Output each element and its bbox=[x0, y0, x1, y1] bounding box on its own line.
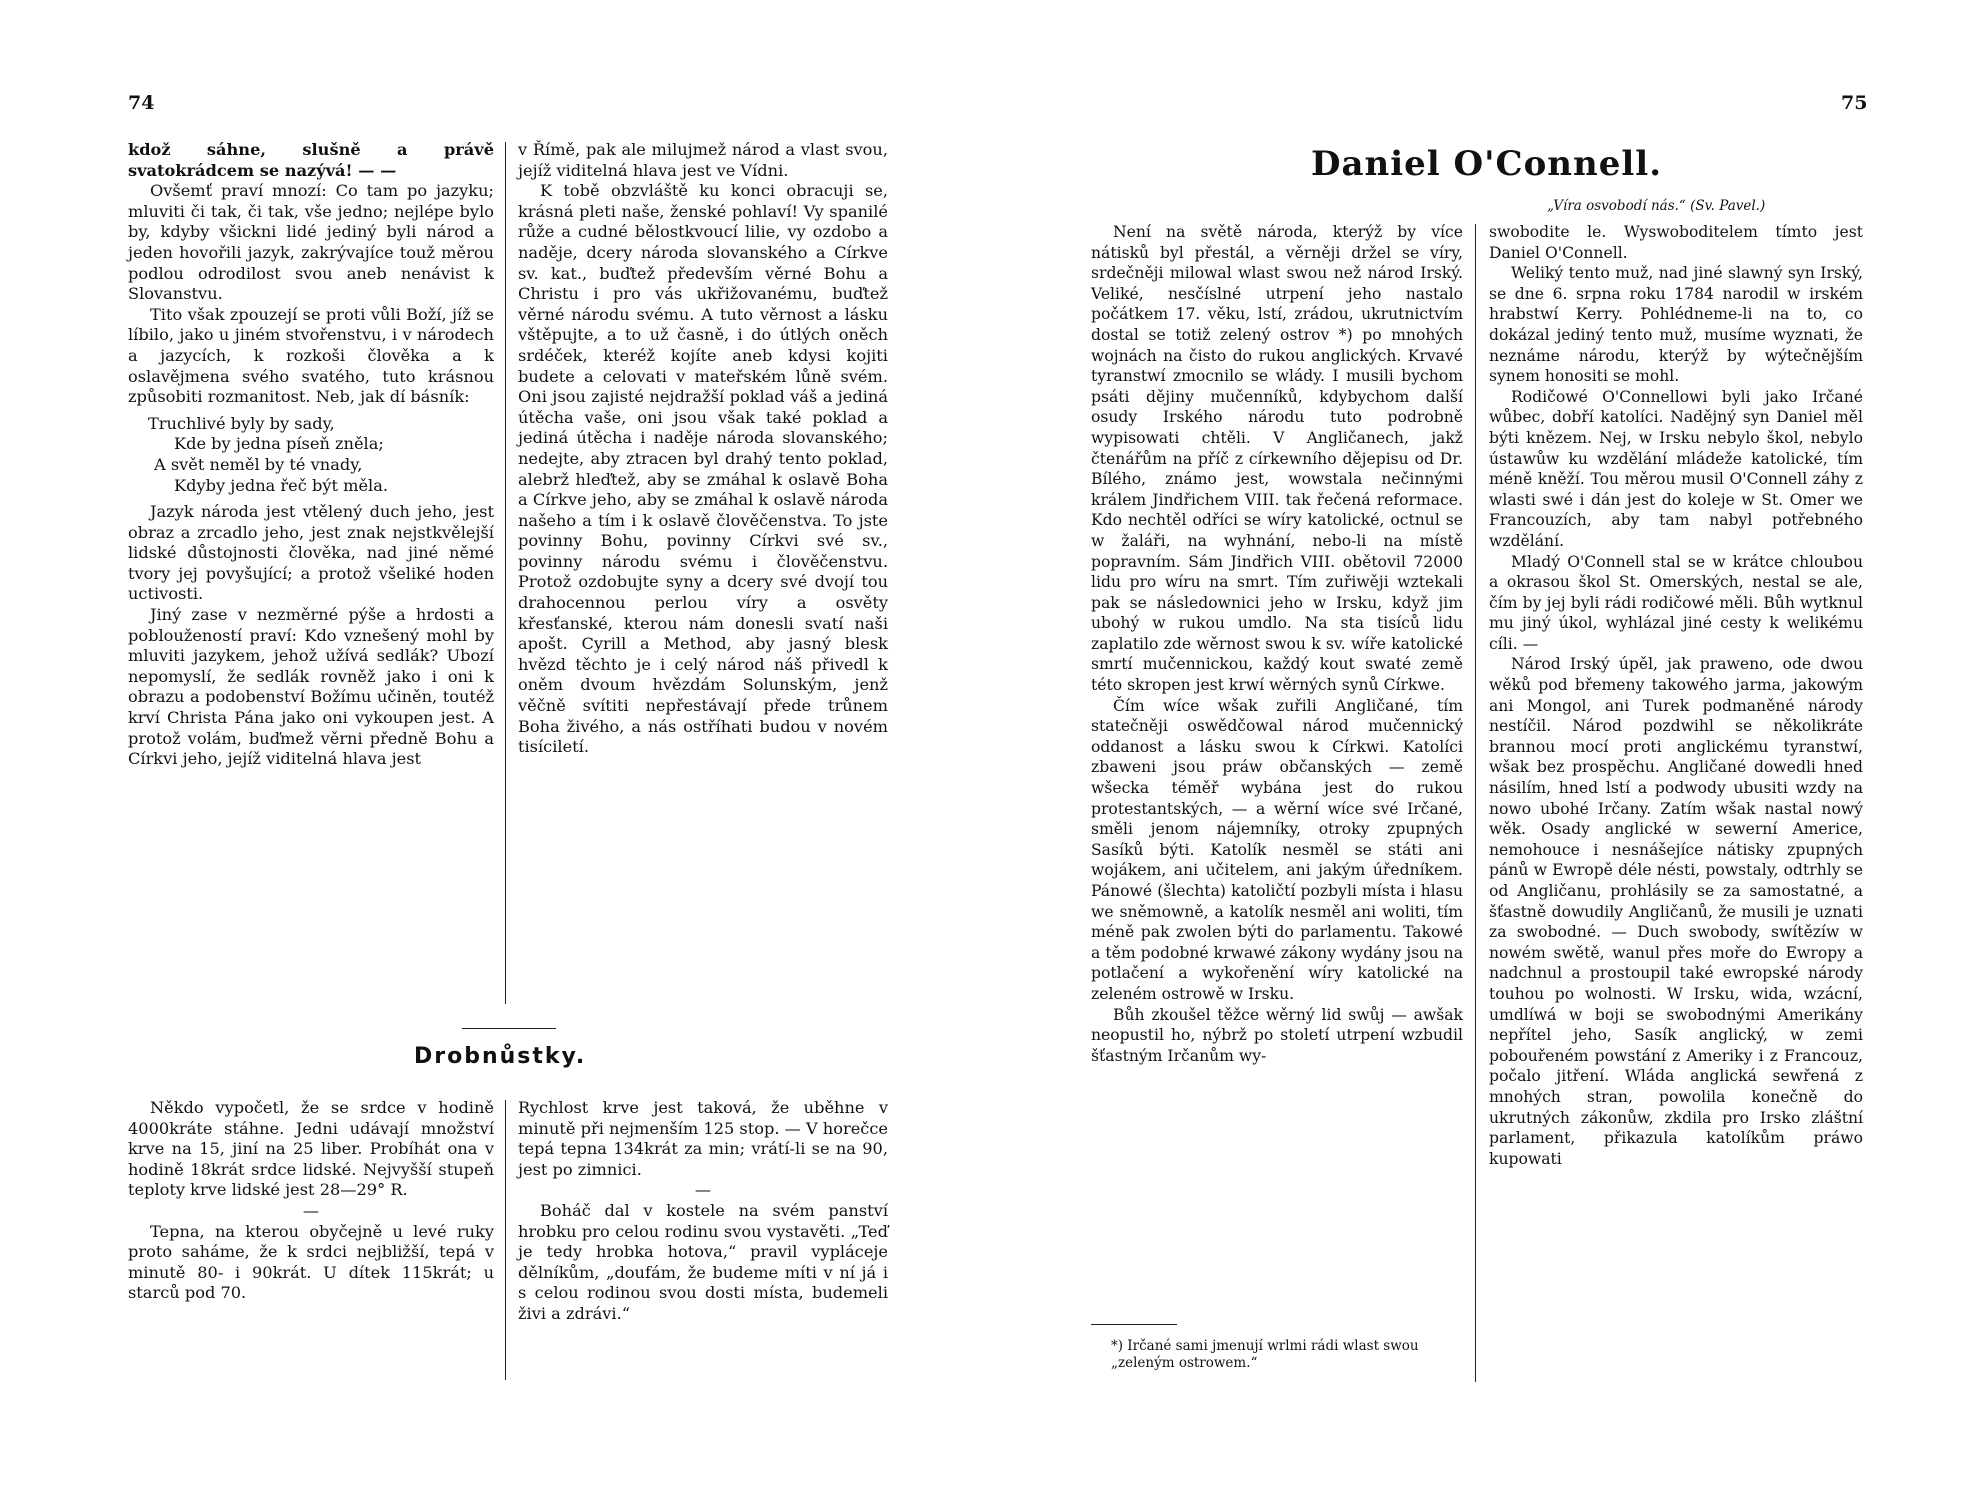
page-number-left: 74 bbox=[128, 92, 155, 114]
column-divider bbox=[1475, 224, 1476, 1382]
poem bbox=[128, 414, 494, 496]
paragraph: K tobě obzvláště ku konci obracuji se, krásná pleti naše, ženské pohlaví! Vy spanilé růže a cudné bělostkvoucí lilie, vy ozdobo a naděje, dcery národa slovanského a Církve sv. kat., buďtež především věrné Bohu a Christu i pro vás ukřižovanému, buďtež věrné národu svému. A tuto věrnost a lásku vštěpujte, a to už časně, i do útlých oněch srdéček, kteréž kojíte aneb kdysi kojiti budete a celovati v mateřském lůně svém. Oni jsou zajisté nejdražší poklad váš a jediná útěcha vaše, oni jsou však také poklad a jediná útěcha i naděje národa slovanského; nedejte, aby ztracen byl drahý tento poklad, alebrž hleďtež, aby se zmáhal k oslavě Boha a Církve jeho, aby se zmáhal k oslavě národa našeho a tím i k oslavě člověčenstva. To jste povinny Bohu, povinny Církvi své sv., povinny národu svému i člověčenstvu. Protož ozdobujte syny a dcery své dvojí tou drahocennou perlou víry a osvěty křesťanské, kterou nám donesli svatí naši apošt. Cyrill a Method, aby jasný blesk hvězd těchto je i celý národ náš přivedl k oněm dvoum hvězdám Solunským, jenž věčně svítiti nepřestávají přede trůnem Boha živého, a nás ostříhati budou v novém tisíciletí. bbox=[518, 181, 888, 757]
paragraph: swobodite le. Wyswoboditelem tímto jest Daniel O'Connell. bbox=[1489, 223, 1863, 262]
paragraph: Jazyk národa jest vtělený duch jeho, jest obraz a zrcadlo jeho, jest znak nejstkvělejší lidské důstojnosti člověka, nad jiné němé tvory jej povyšující; a protož všeliké hoden uctivosti. bbox=[128, 502, 494, 604]
column-divider bbox=[505, 1100, 506, 1380]
page-number-right: 75 bbox=[1841, 92, 1868, 114]
left-column-1 bbox=[128, 140, 494, 770]
right-page bbox=[981, 0, 1962, 1500]
right-column-1 bbox=[1091, 222, 1463, 1066]
footnote: *) Irčané sami jmenují wrlmi rádi wlast swou „zeleným ostrowem.“ bbox=[1111, 1338, 1419, 1371]
poem-line: Truchlivé byly by sady, bbox=[148, 413, 335, 433]
drobnustky-column-1 bbox=[128, 1098, 494, 1304]
paragraph: Tito však zpouzejí se proti vůli Boží, jíž se líbilo, jako u jiném stvořenstvu, i v národech a jazycích, k rozkoši člověka a k oslavějmena svého svatého, tuto krásnou způsobiti rozmanitost. Neb, jak dí básník: bbox=[128, 304, 494, 407]
right-column-2 bbox=[1489, 222, 1863, 1169]
column-divider bbox=[505, 142, 506, 1004]
paragraph: Rychlost krve jest taková, že uběhne v minutě při nejmenším 125 stop. — V horečce tepá tepna 134krát za min; vrátí-li se na 90, jest po zimnici. bbox=[518, 1098, 889, 1179]
paragraph: Mladý O'Connell stal se w krátce chloubou a okrasou škol St. Omerských, nestal se ale, čím by jej byli rádi rodičowé měli. Bůh wytknul mu jiný úkol, wyhlázal jiné cesty k welikému cíli. — bbox=[1489, 552, 1863, 653]
paragraph: Bůh zkoušel těžce wěrný lid swůj — awšak neopustil ho, nýbrž po století utrpení wzbudil šťastným Irčanům wy- bbox=[1091, 1005, 1463, 1065]
article-title: Daniel O'Connell. bbox=[1311, 144, 1663, 184]
poem-line: Kdyby jedna řeč být měla. bbox=[174, 475, 389, 495]
drobnustky-column-2 bbox=[518, 1098, 888, 1325]
poem-line: A svět neměl by té vnady, bbox=[154, 454, 363, 474]
paragraph: v Římě, pak ale milujmež národ a vlast svou, jejíž viditelná hlava jest ve Vídni. bbox=[518, 140, 888, 180]
separator: — bbox=[694, 1180, 712, 1200]
paragraph: Weliký tento muž, nad jiné slawný syn Irský, se dne 6. srpna roku 1784 narodil w irském hrabstwí Kerry. Pohlédneme-li na to, co dokázal jediný tento muž, musíme wyznati, že neznáme národu, kterýž by wýtečnějším synem honositi se mohl. bbox=[1489, 264, 1863, 386]
footnote-rule bbox=[1091, 1324, 1177, 1325]
paragraph: Národ Irský úpěl, jak praweno, ode dwou wěků pod břemeny takowého jarma, jakowým ani Mongol, ani Turek podmaněné národy nestíčil. Národ pozdwihl se několikráte brannou mocí proti anglickému tyranstwí, wšak bez prospěchu. Angličané dowedli hned násilím, hned lstí a podwody ubusiti wzdy na nowo ubohé Irčany. Zatím wšak nastal nowý wěk. Osady anglické w sewerní Americe, nemohouce i nesnášejíce nátisky zpupných pánů w Ewropě déle nésti, powstaly, odtrhly se od Angličanu, prohlásily se za samostatné, a šťastně dowudily Angličanů, že musili je uznati za swobodné. — Duch swobody, swítězíw w nowém swětě, wanul přes moře do Ewropy a nadchnul a prostoupil také ewropské národy touhou po wolnosti. W Irsku, wida, wzácní, umdlíwá w boji se swobodnými Amerikány nepřítel jeho, Sasík anglický, w zemi pobouřeném powstání z Ameriky i z Francouz, počalo jitření. Wláda anglická sewřená z mnohých stran, powolila konečně do ukrutných zákonůw, zkdila pro Irsko zláštní parlament, přikazula katolíkům práwo kupowati bbox=[1489, 655, 1863, 1168]
paragraph: Ovšemť praví mnozí: Co tam po jazyku; mluviti či tak, či tak, vše jedno; nejlépe bylo by, kdyby všickni lidé jediný byli národ a jeden hovořili jazyk, zakrývajíce touž měrou podlou odrodilost svou aneb nenávist k Slovanstvu. bbox=[128, 181, 494, 304]
paragraph: kdož sáhne, slušně a právě svatokrádcem se nazývá! — — bbox=[128, 140, 494, 180]
paragraph: Jiný zase v nezměrné pýše a hrdosti a pobloužeností praví: Kdo vznešený mohl by mluviti jazykem, jehož užívá sedlák? Ubozí nepomyslí, že sedlák rovněž jako i oni k obrazu a podobenství Božímu učiněn, toutéž krví Christa Pána jako oni vykoupen jest. A protož volám, buďmež věrni předně Bohu a Církvi jeho, jejíž viditelná hlava jest bbox=[128, 605, 494, 769]
poem-line: Kde by jedna píseň zněla; bbox=[174, 434, 384, 454]
separator: — bbox=[302, 1200, 320, 1220]
paragraph: Boháč dal v kostele na svém panství hrobku pro celou rodinu svou vystavěti. „Teď je tedy hrobka hotova,“ pravil vypláceje dělníkům, „doufám, že budeme míti v ní já i s celou rodinou svou dosti místa, budemeli živi a zdrávi.“ bbox=[518, 1200, 888, 1323]
paragraph: Čím wíce wšak zuřili Angličané, tím statečněji oswědčowal národ mučennický oddanost a lásku swou k Církwi. Katolíci zbaweni jsou práw občanských — země wšecka téměř wybána jest do rukou protestantských, — a wěrní wíce své Irčané, směli jenom nájemníky, otroky zpupných Sasíků býti. Katolík nesměl se státi ani wojákem, ani učitelem, ani jakým úředníkem. Pánowé (šlechta) katoličtí pozbyli místa i hlasu we sněmowně, a katolík nesměl ani woliti, tím méně pak zwolen býti do parlamentu. Takowé a těm podobné krwawé zákony wydány jsou na potlačení a wykořenění wíry katolické na zeleném ostrowě w Irsku. bbox=[1091, 696, 1463, 1003]
section-rule bbox=[462, 1028, 556, 1029]
left-column-2 bbox=[518, 140, 888, 758]
paragraph: Rodičowé O'Connellowi byli jako Irčané wůbec, dobří katolíci. Nadějný syn Daniel měl býti knězem. Nej, w Irsku nebylo škol, nebylo ústawůw ku wzdělání mládeže katolické, tím méně kněží. Tou měrou musil O'Connell záhy z wlasti swé i dán jest do koleje w St. Omer we Francouzích, aby tam nabyl potřebného wzdělání. bbox=[1489, 387, 1863, 550]
paragraph: Tepna, na kterou obyčejně u levé ruky proto saháme, že k srdci nejbližší, tepá v minutě 80- i 90krát. U dítek 115krát; u starců pod 70. bbox=[128, 1221, 494, 1303]
paragraph: Někdo vypočetl, že se srdce v hodině 4000kráte stáhne. Jedni udávají množství krve na 15, jiní na 25 liber. Probíhát ona v hodině 18krát srdce lidské. Nejvyšší stupeň teploty krve lidské jest 28—29° R. bbox=[128, 1098, 494, 1200]
section-title: Drobnůstky. bbox=[414, 1044, 587, 1069]
paragraph: Není na světě národa, kterýž by více nátisků byl přestál, a věrněji držel se víry, srdečněji milowal wlast swou než národ Irský. Veliké, nesčíslné utrpení jeho nastalo počátkem 17. věku, lstí, zrádou, ukrutnictvím dostal se totiž zelený ostrov *) po mnohých wojnách na čisto do rukou anglických. Krvavé tyranstwí zmocnilo se wlády. I musili bychom psáti dějiny mučenníků, kdybychom další osudy Irského národu tuto podrobně wypisowati chtěli. V Angličanech, jakž čtenářům na příč z církewního dějepisu od Dr. Bílého, známo jest, wowstala nečinnými králem Jindřichem VIII. tak řečená reformace. Kdo nechtěl odříci se wíry katolické, octnul se w žaláři, na wyhnání, nebo-li na místě popravním. Sám Jindřich VIII. obětovil 72000 lidu pro wíru na smrt. Tím zuřiwěji wztekali pak se následownici jeho w Irsku, když jim ubohý w rukou umdlo. Na sta tisíců lidu zaplatilo zde wěrnost swou k sv. wíře katolické smrtí mučennickou, každý kout swaté země této skropen jest krwí wěrných synů Církwe. bbox=[1091, 223, 1463, 695]
motto: „Víra osvobodí nás.“ (Sv. Pavel.) bbox=[1547, 198, 1766, 214]
